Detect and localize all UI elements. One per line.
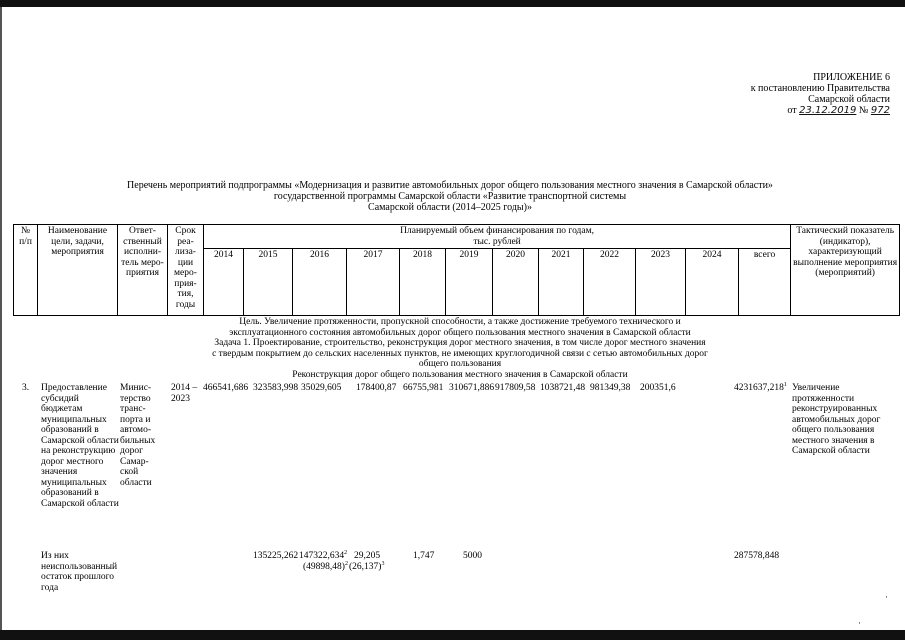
header-table [13,224,900,316]
value-total [734,383,787,394]
value-2016: 35029,605 [301,383,342,393]
header-total: всего [739,249,791,316]
row-indicator: Увеличение протяженности реконструированных автомобильных дорог общего пользования местного значения в Самарской области [792,383,881,456]
subrow-2018: 1,747 [413,551,435,561]
value-2019: 310671,886 [449,383,495,393]
subrow-name: Из них неиспользованный остаток прошлого года [41,551,118,593]
value-total-number: 4231637,218 [734,383,784,393]
scan-bottom-border [0,630,905,640]
title-line2: государственной программы Самарской области «Развитие транспортной системы [273,191,627,202]
subrow-2016-value: 147322,634 [299,551,345,561]
header-num: № п/п [14,225,38,316]
footnote-mark: 3 [381,560,385,567]
subrow-2017-value: 29,205 [354,551,381,561]
section-heading: Реконструкция дорог общего пользования местного значения в Самарской области [292,369,628,380]
task-line2: с твердым покрытием до сельских населенных пунктов, не имеющих круглогодичной связи с сетью автомобильных дорог [212,348,708,359]
goal-line1: Цель. Увеличение протяженности, пропускной способности, а также достижение требуемого технического и [239,317,681,327]
number-sign: № [858,105,869,116]
title-line1: Перечень мероприятий подпрограммы «Модернизация и развитие автомобильных дорог общего пользования местного значения в Самарской области» [127,180,773,191]
subrow-2015: 135225,262 [253,551,299,561]
value-2023: 200351,6 [640,383,676,393]
handwritten-date: 23.12.2019 [799,105,857,116]
goal-line2: эксплуатационного состояния автомобильных дорог общего пользования местного значения в Самарской области [229,327,691,338]
handwritten-number: 972 [870,105,890,116]
footnote-mark: 2 [344,560,348,567]
header-planned [204,225,791,249]
footnote-mark: 1 [783,381,787,388]
value-2022: 981349,38 [590,383,631,393]
subrow-total: 287578,848 [734,551,780,561]
appendix-block [720,72,890,116]
header-year: 2022 [584,249,636,316]
header-year: 2024 [686,249,739,316]
task-line3: общего пользования [418,359,502,369]
subrow-2019: 5000 [463,551,482,561]
task-line1: Задача 1. Проектирование, строительство, реконструкция дорог местного значения, в том числе дорог местного значения [214,338,706,348]
scan-left-edge [0,7,2,630]
header-year: 2014 [204,249,244,316]
appendix-line2: к постановлению Правительства [750,83,890,94]
scan-speck: · [858,618,861,628]
header-year: 2015 [244,249,293,316]
appendix-date-line [720,105,890,116]
document-title [90,180,810,213]
value-2021: 1038721,48 [540,383,586,393]
value-2017: 178400,87 [356,383,397,393]
appendix-from: от [787,105,797,116]
row-responsible: Минис-терство транс-порта и автомо-бильных дорог Самар-ской области [120,383,156,488]
row-num: 3. [22,383,30,393]
value-2020: 917809,58 [495,383,536,393]
value-2018: 66755,981 [403,383,444,393]
header-year: 2023 [636,249,686,316]
header-year: 2020 [493,249,539,316]
row-name: Предоставление субсидий бюджетам муниципальных образований в Самарской области на реконструкцию дорог местного значения муниципальных образований в Самарской области [41,383,119,509]
header-planned-line1: Планируемый объем финансирования по годам, [400,226,594,236]
header-year: 2018 [400,249,446,316]
header-year: 2021 [539,249,584,316]
goal-block [200,317,720,380]
row-term: 2014 – 2023 [171,383,198,404]
subrow-2016 [299,551,348,572]
header-name: Наименование цели, задачи, мероприятия [38,225,118,316]
header-indicator: Тактический показатель (индикатор), характеризующий выполнение мероприятия (мероприятий) [791,225,900,316]
header-planned-unit: тыс. рублей [473,236,521,247]
header-year: 2017 [347,249,400,316]
footnote-mark: 2 [344,549,348,556]
scan-speck: · [885,592,888,602]
title-line3: Самарской области (2014–2025 годы)» [368,202,532,213]
scan-top-border [0,0,905,7]
value-2014: 466541,686 [203,383,249,393]
appendix-line3: Самарской области [808,94,890,105]
header-year: 2019 [446,249,493,316]
header-term: Срок реа-лиза-ции меро-прия-тия, годы [168,225,204,316]
appendix-title: ПРИЛОЖЕНИЕ 6 [813,72,890,83]
value-2015: 323583,998 [253,383,299,393]
subrow-2017-paren: (26,137) [349,561,382,572]
subrow-2016-paren: (49898,48) [303,561,345,572]
header-year: 2016 [293,249,347,316]
subrow-2017 [349,551,384,572]
header-responsible: Ответ-ственный исполни-тель меро-приятия [118,225,168,316]
